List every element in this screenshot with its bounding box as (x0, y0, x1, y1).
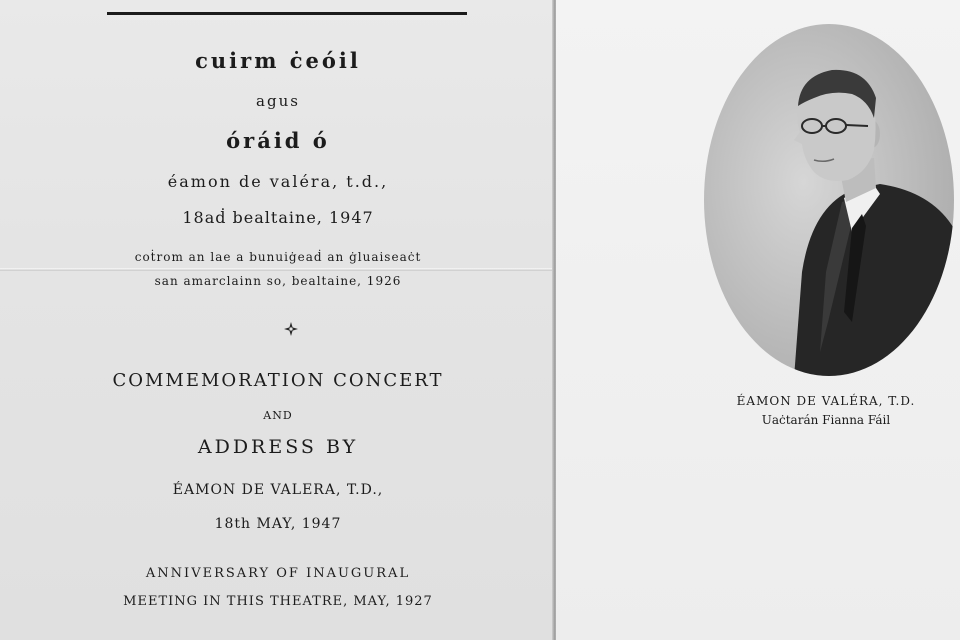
irish-speaker-name: éamon de valéra, t.d., (167, 172, 389, 191)
irish-title: cuirm ċeóil (195, 48, 361, 73)
english-and: AND (263, 409, 293, 422)
programme-right-page (556, 0, 960, 640)
irish-agus: agus (256, 92, 300, 110)
portrait-photo (702, 22, 956, 378)
english-anniversary-line-1: ANNIVERSARY OF INAUGURAL (145, 566, 411, 581)
ornament-icon (284, 322, 298, 336)
irish-date: 18aḋ bealtaine, 1947 (182, 208, 374, 227)
english-title: COMMEMORATION CONCERT (112, 370, 444, 391)
top-rule (107, 12, 467, 15)
english-address-by: ADDRESS BY (197, 436, 359, 458)
english-date: 18th MAY, 1947 (214, 516, 342, 532)
portrait-caption-title: Uaċtarán Fianna Fáil (761, 413, 891, 427)
english-speaker-name: ÉAMON DE VALERA, T.D., (172, 482, 384, 498)
irish-oraid: óráid ó (226, 128, 330, 153)
english-anniversary-line-2: MEETING IN THIS THEATRE, MAY, 1927 (123, 594, 433, 609)
irish-anniversary-line-1: coṫrom an lae a bunuiġeaḋ an ġluaiseaċt (134, 250, 422, 264)
irish-anniversary-line-2: san amarclainn so, bealtaine, 1926 (154, 274, 402, 288)
portrait-caption-name: ÉAMON DE VALÉRA, T.D. (736, 394, 916, 408)
paper-crease (0, 268, 556, 271)
